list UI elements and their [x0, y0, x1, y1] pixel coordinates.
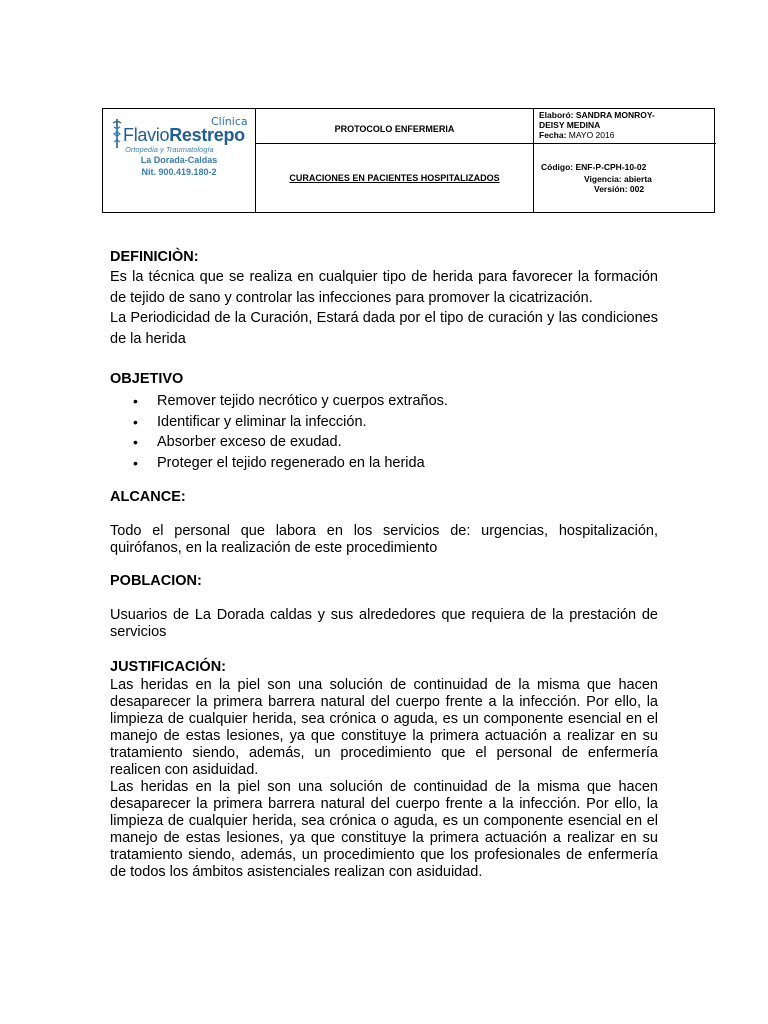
version-text: Versión: 002	[594, 184, 645, 194]
poblacion-paragraph: Usuarios de La Dorada caldas y sus alrededores que requiera de la prestación de servicios	[110, 607, 658, 640]
section-heading-alcance: ALCANCE:	[110, 489, 186, 505]
alcance-paragraph: Todo el personal que labora en los servicios de: urgencias, hospitalización, quirófanos, en la realización de este procedimiento	[110, 523, 658, 556]
logo-tagline: Ortopedia y Traumatología	[125, 145, 214, 154]
vigencia-text: Vigencia: abierta	[584, 174, 652, 184]
document-body	[110, 247, 658, 881]
clinic-logo	[103, 109, 255, 212]
section-heading-poblacion: POBLACION:	[110, 573, 202, 589]
clinic-nit: Nit. 900.419.180-2	[141, 167, 217, 177]
list-item: • Identificar y eliminar la infección.	[157, 412, 658, 433]
list-item: • Proteger el tejido regenerado en la herida	[157, 453, 658, 474]
logo-brand-text: FlavioRestrepo	[123, 125, 245, 145]
author-info: Elaboró: SANDRA MONROY- DEISY MEDINA Fecha: MAYO 2016	[539, 110, 655, 140]
logo-clinica-text: Clínica	[211, 115, 248, 128]
objetivo-list	[110, 391, 658, 473]
clinic-city: La Dorada-Caldas	[140, 155, 218, 165]
definicion-paragraph-1: Es la técnica que se realiza en cualquier tipo de herida para favorecer la formación de tejido de sano y controlar las infecciones para promover la cicatrización.	[110, 269, 658, 306]
definicion-paragraph-2: La Periodicidad de la Curación, Estará dada por el tipo de curación y las condiciones de la herida	[110, 310, 658, 347]
section-heading-justificacion: JUSTIFICACIÓN:	[110, 659, 226, 675]
justificacion-paragraph-1: Las heridas en la piel son una solución de continuidad de la misma que hacen desaparecer la primera barrera natural del cuerpo frente a la infección. Por ello, la limpieza de cualquier herida, sea crónica o aguda, es un componente esencial en el manejo de estas lesiones, ya que constituye la primera actuación a realizar en su tratamiento siendo, además, un procedimiento que el personal de enfermería realicen con asiduidad.	[110, 677, 658, 778]
document-header-table	[102, 108, 715, 213]
protocol-label: PROTOCOLO ENFERMERIA	[334, 124, 455, 134]
list-item: • Absorber exceso de exudad.	[157, 432, 658, 453]
clinic-location	[103, 154, 255, 178]
caduceus-icon	[111, 117, 123, 149]
list-item: • Remover tejido necrótico y cuerpos extraños.	[157, 391, 658, 412]
section-heading-definicion: DEFINICIÒN:	[110, 249, 199, 265]
document-title: CURACIONES EN PACIENTES HOSPITALIZADOS	[289, 173, 500, 183]
justificacion-paragraph-2: Las heridas en la piel son una solución de continuidad de la misma que hacen desaparecer la primera barrera natural del cuerpo frente a la infección. Por ello, la limpieza de cualquier herida, sea crónica o aguda, es un componente esencial en el manejo de estas lesiones, ya que constituye la primera actuación a realizar en su tratamiento siendo, además, un procedimiento que los profesionales de enfermería de todos los ámbitos asistenciales realizan con asiduidad.	[110, 779, 658, 880]
section-heading-objetivo: OBJETIVO	[110, 371, 184, 387]
document-code-info: Código: ENF-P-CPH-10-02 Vigencia: abierta Versión: 002	[534, 144, 715, 212]
